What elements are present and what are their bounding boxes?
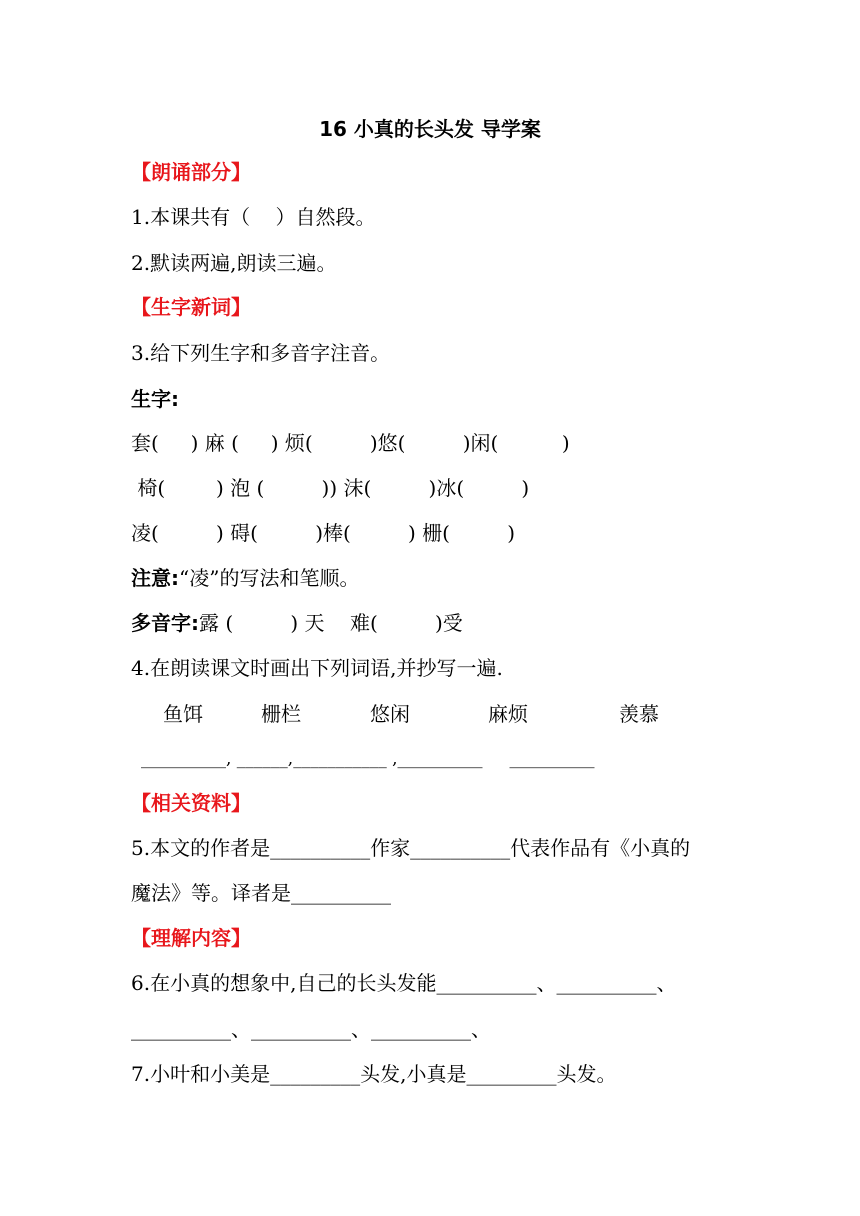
shengzi-row-2: 椅( ) 泡 ( )) 沫( )冰( ) — [131, 476, 530, 500]
shengzi-label: 生字: — [131, 387, 179, 411]
duoyin-text: 露 ( ) 天 难( )受 — [199, 611, 463, 635]
question-4: 4.在朗读课文时画出下列词语,并抄写一遍. — [131, 656, 503, 680]
section-understand: 【理解内容】 — [131, 926, 251, 950]
note-line — [131, 564, 359, 592]
question-6-line-2: __________、__________、__________、 — [131, 1017, 491, 1041]
question-6-line-1: 6.在小真的想象中,自己的长头发能__________、__________、 — [131, 971, 677, 995]
duoyin-line — [131, 609, 463, 637]
shengzi-row-1: 套( ) 麻 ( ) 烦( )悠( )闲( ) — [131, 431, 570, 455]
note-text: “凌”的写法和笔顺。 — [179, 566, 360, 590]
question-7: 7.小叶和小美是_________头发,小真是_________头发。 — [131, 1062, 617, 1086]
section-new-words: 【生字新词】 — [131, 295, 251, 319]
question-3: 3.给下列生字和多音字注音。 — [131, 341, 391, 365]
section-materials: 【相关资料】 — [131, 791, 251, 815]
vocab-word: 悠闲 — [370, 702, 410, 726]
question-5-line-2: 魔法》等。译者是__________ — [131, 881, 391, 905]
vocab-word: 栅栏 — [261, 702, 301, 726]
question-5-line-1: 5.本文的作者是__________作家__________代表作品有《小真的 — [131, 836, 691, 860]
question-2: 2.默读两遍,朗读三遍。 — [131, 251, 337, 275]
section-recite: 【朗诵部分】 — [131, 160, 251, 184]
page-title: 16 小真的长头发 导学案 — [319, 117, 541, 141]
vocab-word: 鱼饵 — [163, 702, 203, 726]
duoyin-label: 多音字: — [131, 611, 199, 635]
vocab-word: 麻烦 — [488, 702, 528, 726]
vocab-word: 羡慕 — [619, 702, 659, 726]
question-1: 1.本课共有（ ）自然段。 — [131, 205, 376, 229]
note-label: 注意: — [131, 566, 179, 590]
copy-blanks-line: __________, ______,___________ ,__________ __________ — [141, 749, 595, 769]
shengzi-row-3: 凌( ) 碍( )棒( ) 栅( ) — [131, 521, 516, 545]
